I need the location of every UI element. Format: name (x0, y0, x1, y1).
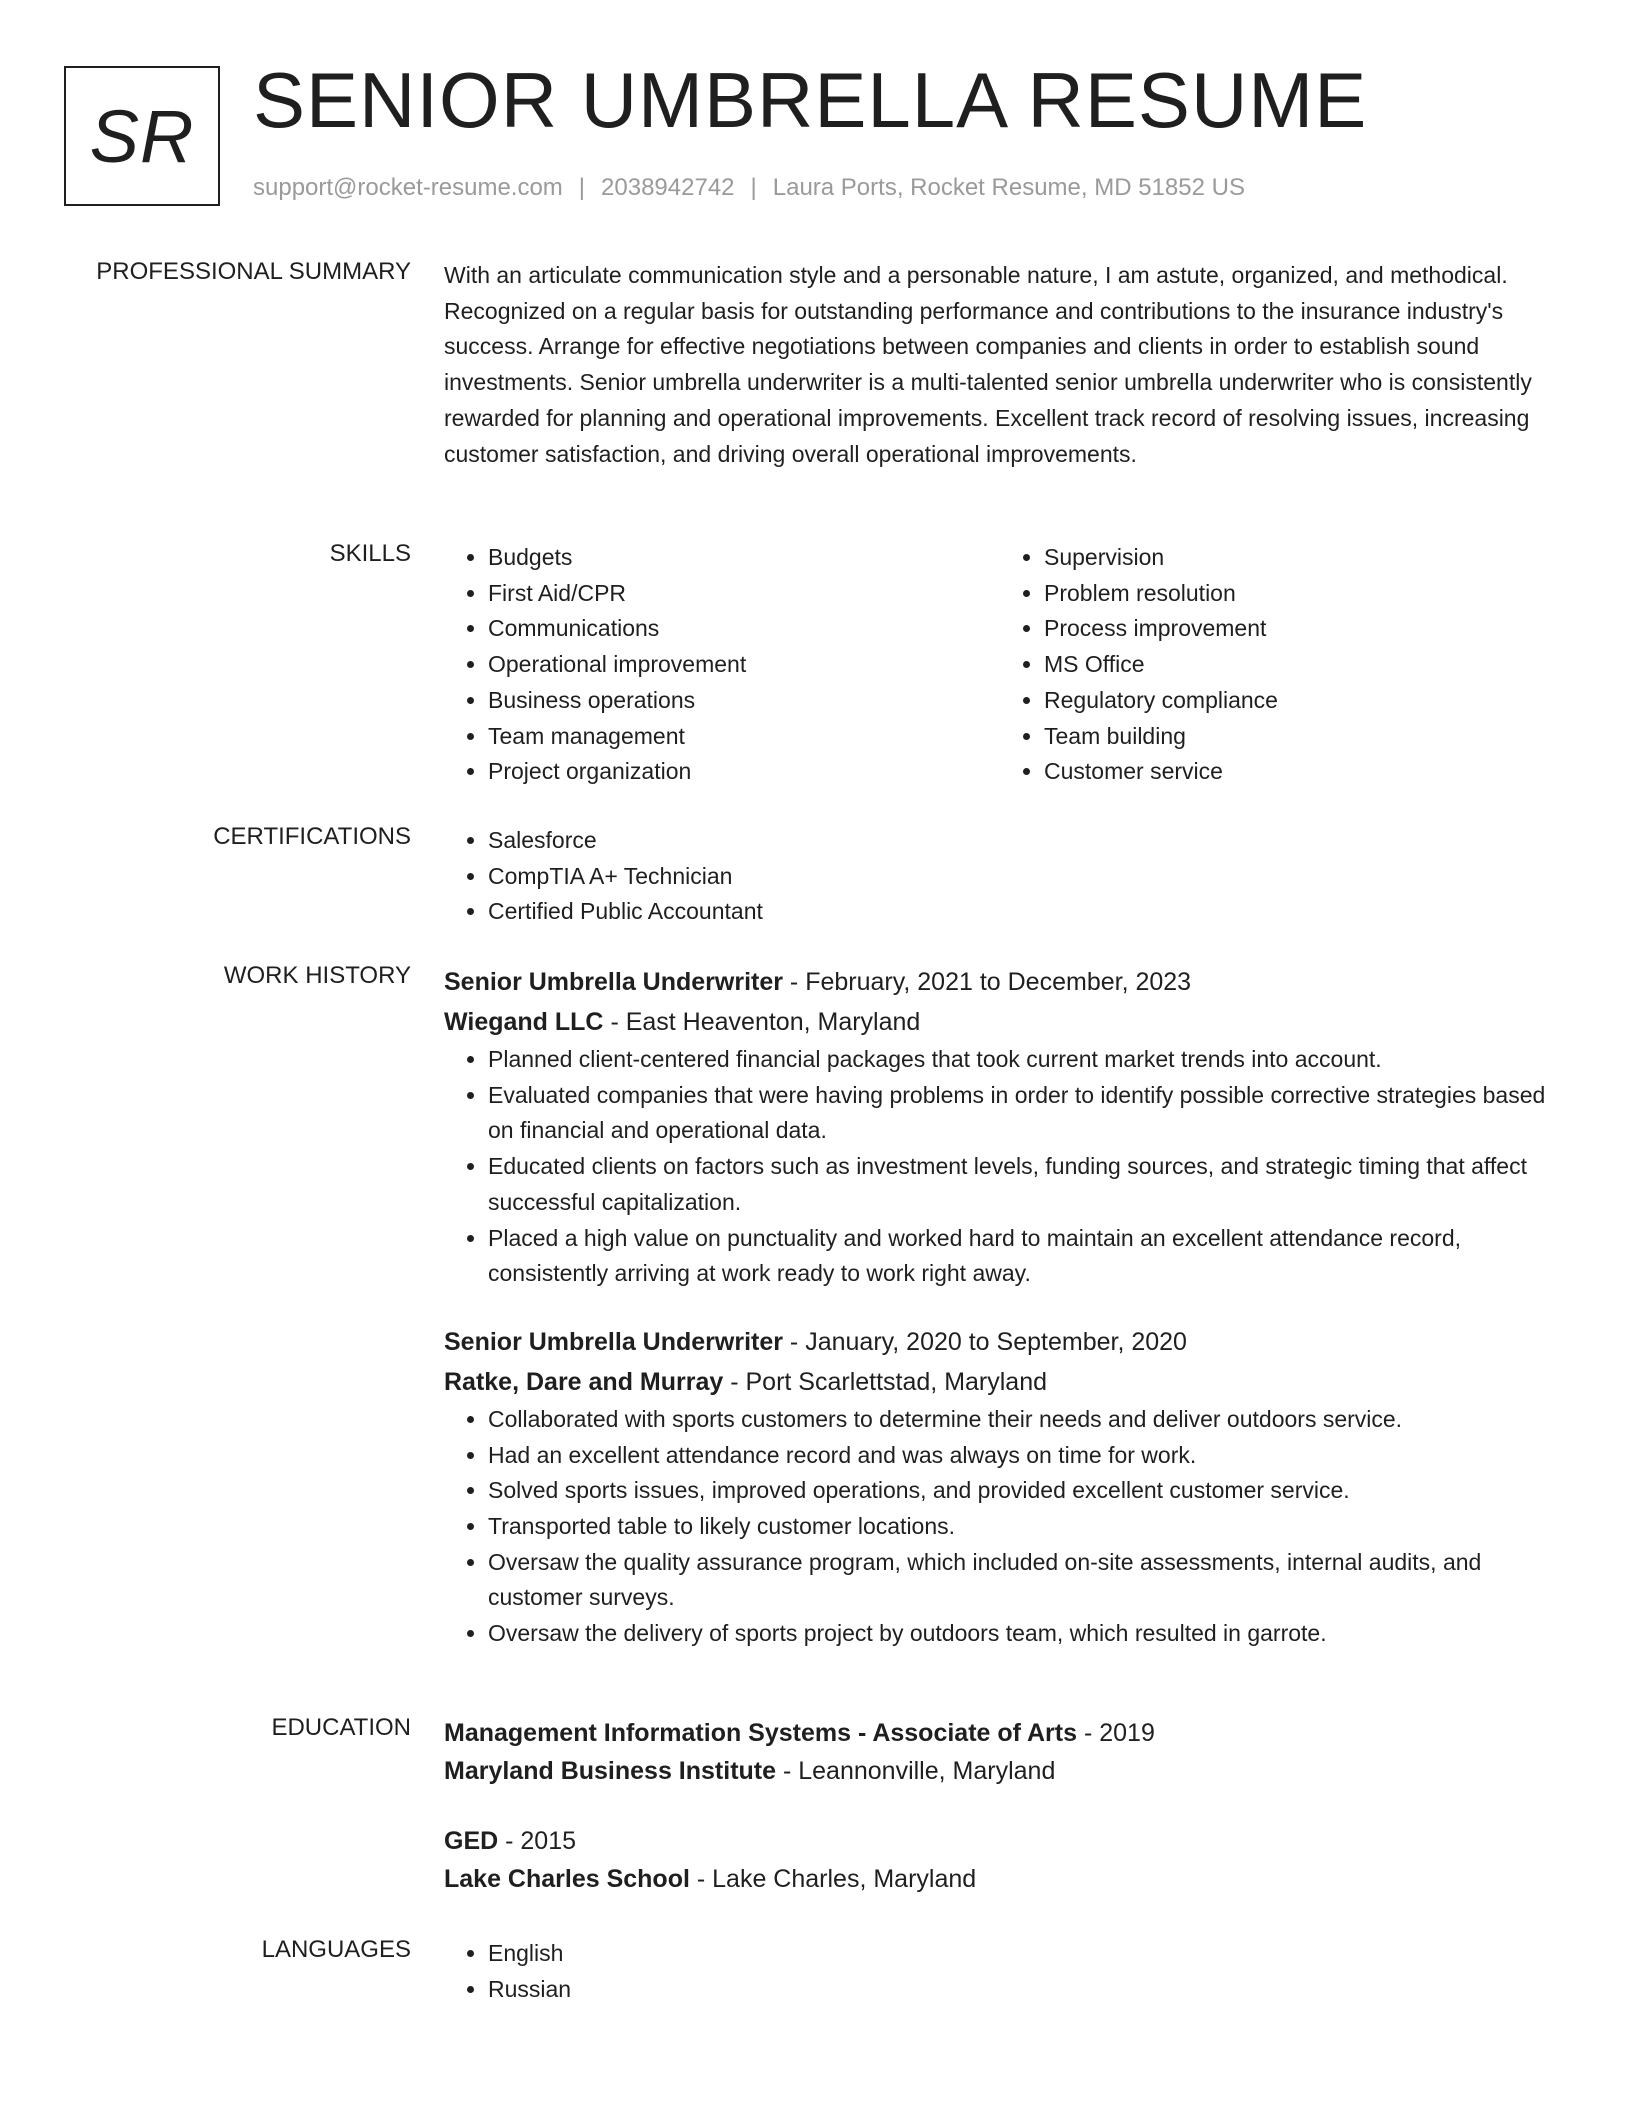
language-item: • English (488, 1936, 1556, 1972)
skill-item: • Process improvement (1044, 611, 1556, 647)
education-school-line (444, 1860, 1556, 1898)
education-degree: GED (444, 1827, 499, 1855)
job-location: - Port Scarlettstad, Maryland (723, 1367, 1048, 1396)
education-school-line (444, 1752, 1556, 1790)
education-body (444, 1714, 1556, 1898)
skill-item: • Project organization (488, 754, 1000, 790)
skills-columns (444, 540, 1556, 790)
skill-item: • MS Office (1044, 647, 1556, 683)
section-label-work-history: WORK HISTORY (223, 962, 411, 989)
job-title: Senior Umbrella Underwriter (444, 968, 783, 996)
job-bullet: • Placed a high value on punctuality and worked hard to maintain an excellent attendance record, consistently arriving at work ready to work right away. (488, 1221, 1556, 1292)
certifications-list (444, 823, 1556, 930)
languages-body (444, 1936, 1556, 2007)
education-location: - Leannonville, Maryland (776, 1757, 1056, 1785)
education-school: Maryland Business Institute (444, 1757, 777, 1785)
section-label-summary: PROFESSIONAL SUMMARY (96, 258, 411, 285)
certification-item: • Salesforce (488, 823, 1556, 859)
job-bullets (444, 1042, 1556, 1292)
education-location: - Lake Charles, Maryland (689, 1865, 977, 1893)
section-label-education: EDUCATION (271, 1714, 411, 1741)
job-company-line (444, 1002, 1556, 1042)
education-entry (444, 1822, 1556, 1898)
job-dates: - January, 2020 to September, 2020 (782, 1327, 1187, 1356)
contact-phone[interactable]: 2038942742 (601, 174, 735, 201)
contact-email[interactable]: support@rocket-resume.com (253, 174, 563, 201)
contact-line (253, 174, 1245, 202)
resume-title: SENIOR UMBRELLA RESUME (253, 56, 1368, 144)
monogram-initials: SR (64, 66, 220, 206)
job-title-line (444, 962, 1556, 1002)
education-degree-line (444, 1822, 1556, 1860)
skill-item: • Operational improvement (488, 647, 1000, 683)
job-bullet: • Solved sports issues, improved operations, and provided excellent customer service. (488, 1473, 1556, 1509)
skill-item: • Team building (1044, 719, 1556, 755)
job-bullet: • Educated clients on factors such as investment levels, funding sources, and strategic timing that affect successful capitalization. (488, 1149, 1556, 1220)
education-year: - 2019 (1077, 1719, 1155, 1747)
job-bullet: • Oversaw the delivery of sports project by outdoors team, which resulted in garrote. (488, 1616, 1556, 1652)
job-title-line (444, 1322, 1556, 1362)
job-bullet: • Transported table to likely customer locations. (488, 1509, 1556, 1545)
certification-item: • Certified Public Accountant (488, 894, 1556, 930)
job-company: Wiegand LLC (444, 1008, 604, 1036)
skill-item: • Regulatory compliance (1044, 683, 1556, 719)
certification-item: • CompTIA A+ Technician (488, 859, 1556, 895)
job-location: - East Heaventon, Maryland (603, 1008, 921, 1036)
language-item: • Russian (488, 1972, 1556, 2008)
section-label-certifications: CERTIFICATIONS (213, 823, 411, 850)
summary-text: With an articulate communication style and a personable nature, I am astute, organized, and methodical. Recognized on a regular basis for outstanding performance and contributions to the insurance industry's success. Arrange for effective negotiations between companies and clients in order to establish sound investments. Senior umbrella underwriter is a multi-talented senior umbrella underwriter who is consistently rewarded for planning and operational improvements. Excellent track record of resolving issues, increasing customer satisfaction, and driving overall operational improvements. (444, 262, 1532, 467)
education-degree-line (444, 1714, 1556, 1752)
skill-item: • Business operations (488, 683, 1000, 719)
job-bullet: • Had an excellent attendance record and was always on time for work. (488, 1438, 1556, 1474)
job-company: Ratke, Dare and Murray (444, 1367, 724, 1396)
education-school: Lake Charles School (444, 1865, 690, 1893)
contact-separator: | (750, 174, 757, 201)
job-bullet: • Planned client-centered financial packages that took current market trends into account. (488, 1042, 1556, 1078)
work-history-body (444, 962, 1556, 1652)
skills-list-right (1000, 540, 1556, 790)
skill-item: • Team management (488, 719, 1000, 755)
contact-address: Laura Ports, Rocket Resume, MD 51852 US (772, 174, 1245, 201)
section-label-languages: LANGUAGES (261, 1936, 411, 1963)
job-entry (444, 1322, 1556, 1652)
job-bullet: • Collaborated with sports customers to determine their needs and deliver outdoors service. (488, 1402, 1556, 1438)
education-degree: Management Information Systems - Associate of Arts (444, 1719, 1078, 1747)
job-bullet: • Oversaw the quality assurance program, which included on-site assessments, internal audits, and customer surveys. (488, 1545, 1556, 1616)
contact-separator: | (578, 174, 586, 201)
certifications-body (444, 823, 1556, 930)
skill-item: • Problem resolution (1044, 576, 1556, 612)
skills-list-left (444, 540, 1000, 790)
job-bullet: • Evaluated companies that were having problems in order to identify possible corrective strategies based on financial and operational data. (488, 1078, 1556, 1149)
job-entry (444, 962, 1556, 1292)
skill-item: • Budgets (488, 540, 1000, 576)
section-label-skills: SKILLS (329, 540, 411, 567)
skill-item: • First Aid/CPR (488, 576, 1000, 612)
languages-list (444, 1936, 1556, 2007)
skill-item: • Supervision (1044, 540, 1556, 576)
skill-item: • Customer service (1044, 754, 1556, 790)
skill-item: • Communications (488, 611, 1000, 647)
job-title: Senior Umbrella Underwriter (444, 1327, 783, 1356)
education-year: - 2015 (498, 1827, 577, 1855)
job-bullets (444, 1402, 1556, 1652)
job-company-line (444, 1362, 1556, 1402)
education-entry (444, 1714, 1556, 1790)
job-dates: - February, 2021 to December, 2023 (782, 968, 1192, 996)
